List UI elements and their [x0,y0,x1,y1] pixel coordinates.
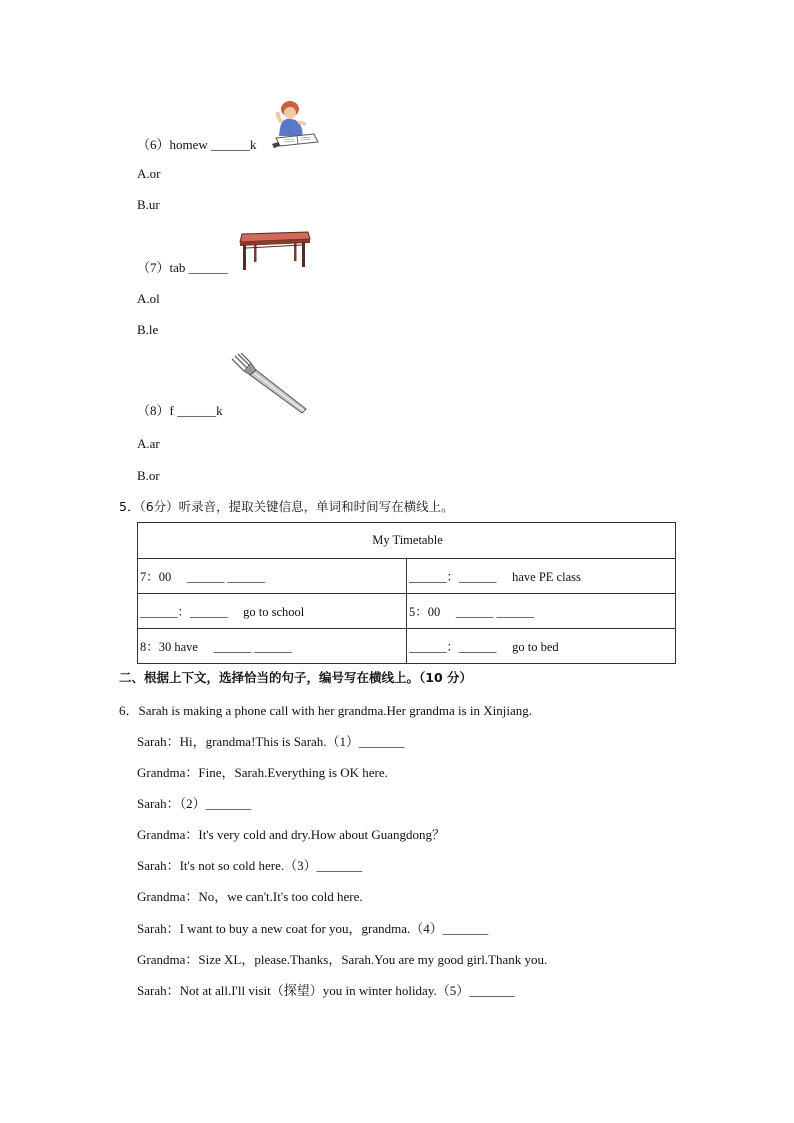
dialogue-line[interactable]: Sarah：（2）_______ [137,796,252,811]
item-8-option-b[interactable]: B.or [137,468,160,483]
timetable-cell[interactable]: ______：______ have PE class [407,559,676,594]
timetable-cell[interactable]: 5：00 ______ ______ [407,594,676,629]
table-icon [236,230,312,272]
dialogue-line: Grandma：No，we can't.It's too cold here. [137,889,363,904]
timetable-cell[interactable]: 7：00 ______ ______ [138,559,407,594]
timetable [137,522,676,664]
dialogue-line[interactable]: Sarah：It's not so cold here.（3）_______ [137,858,363,873]
dialogue-line[interactable]: Sarah：Hi，grandma!This is Sarah.（1）_______ [137,734,405,749]
question-6-intro: 6．Sarah is making a phone call with her grandma.Her grandma is in Xinjiang. [119,703,533,718]
item-6-stem: （6）homew ______k [137,137,257,152]
timetable-title: My Timetable [138,523,676,559]
item-8-option-a[interactable]: A.ar [137,436,160,451]
girl-doing-homework-icon [270,98,320,150]
item-7-stem: （7）tab ______ [137,260,228,275]
dialogue-line[interactable]: Sarah：Not at all.I'll visit（探望）you in winter holiday.（5）_______ [137,983,515,998]
timetable-cell[interactable]: ______：______ go to bed [407,629,676,664]
dialogue-line: Grandma：Fine，Sarah.Everything is OK here. [137,765,388,780]
timetable-cell[interactable]: ______：______ go to school [138,594,407,629]
dialogue-line: Grandma：It's very cold and dry.How about Guangdong？ [137,827,446,842]
item-8-stem: （8）f ______k [137,403,223,418]
dialogue-line: Grandma：Size XL，please.Thanks，Sarah.You are my good girl.Thank you. [137,952,548,967]
item-7-option-b[interactable]: B.le [137,322,159,337]
timetable-cell[interactable]: 8：30 have ______ ______ [138,629,407,664]
item-6-option-a[interactable]: A.or [137,166,161,181]
question-5-title: 5．（6分）听录音，提取关键信息，单词和时间写在横线上。 [119,499,454,514]
item-6-option-b[interactable]: B.ur [137,197,160,212]
item-7-option-a[interactable]: A.ol [137,291,160,306]
section-2-heading: 二、根据上下文，选择恰当的句子，编号写在横线上。（10 分） [119,670,472,685]
dialogue-line[interactable]: Sarah：I want to buy a new coat for you，grandma.（4）_______ [137,921,489,936]
fork-icon [230,353,310,415]
